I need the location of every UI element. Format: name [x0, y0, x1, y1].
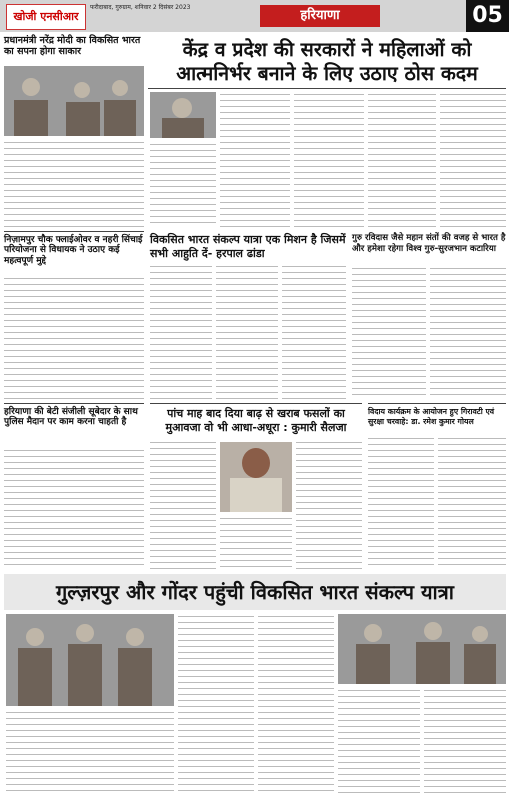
body-text-main-col5	[440, 92, 506, 228]
body-text-gulzarpur-col5	[424, 688, 506, 796]
page-number: 05	[466, 0, 509, 32]
body-text-pm-modi	[4, 140, 144, 228]
body-text-main-col4	[368, 92, 436, 228]
body-text-gulzarpur-col1	[6, 710, 174, 796]
body-text-viksit-col1	[150, 264, 212, 400]
section-label: हरियाणा	[260, 5, 380, 27]
headline-main-women	[148, 38, 506, 86]
photo-gulzarpur-yatra	[6, 614, 174, 706]
body-text-haryana-daughter	[4, 448, 144, 570]
headline-nizampur: निज़ामपुर चौक फ्लाईओवर व नहरी सिंचाई परियोजना से विधायक ने उठाए कई महत्वपूर्ण मुद्दे	[4, 235, 143, 266]
body-text-ravidas-col2	[430, 266, 506, 400]
body-text-gulzarpur-col4	[338, 688, 420, 796]
body-text-vidyalaya-col1	[368, 436, 434, 570]
divider	[148, 88, 506, 89]
divider	[368, 403, 506, 404]
divider	[150, 403, 362, 404]
body-text-main-col2	[220, 92, 290, 228]
divider	[4, 231, 144, 232]
headline-pm-modi: प्रधानमंत्री नरेंद्र मोदी का विकसित भारत का सपना होगा साकार	[4, 35, 141, 57]
headline-selja: पांच माह बाद दिया बाढ़ से खराब फसलों का मुआवजा वो भी आधा-अधूरा : कुमारी सैलजा	[165, 407, 347, 434]
divider	[4, 403, 144, 404]
photo-main-speaker	[150, 92, 216, 138]
body-text-selja-col1	[150, 440, 216, 570]
headline-guru-ravidas: गुरु रविदास जैसे महान संतों की वजह से भारत है और हमेशा रहेगा विश्व गुरु-सुरजभान कटारिया	[352, 233, 506, 254]
body-text-main-col3	[294, 92, 364, 228]
body-text-viksit-col3	[282, 264, 346, 400]
headline-main-line2: आत्मनिर्भर बनाने के लिए उठाए ठोस कदम	[176, 62, 478, 85]
headline-main-line1: केंद्र व प्रदेश की सरकारों ने महिलाओं को	[182, 38, 472, 61]
headline-viksit-mission: विकसित भारत संकल्प यात्रा एक मिशन है जिसमें सभी आहुति दें- हरपाल ढांडा	[150, 233, 346, 260]
body-text-selja-col3	[296, 440, 362, 570]
dateline: फरीदाबाद, गुरुग्राम, शनिवार 2 दिसंबर 2023	[90, 4, 191, 11]
masthead-logo: खोजी एनसीआर	[6, 4, 86, 30]
body-text-gulzarpur-col2	[178, 614, 254, 796]
headline-gulzarpur: गुल्ज़रपुर और गोंदर पहुंची विकसित भारत संकल्प यात्रा	[56, 580, 454, 604]
photo-gonder-event	[338, 614, 506, 684]
photo-kumari-selja	[220, 442, 292, 512]
body-text-viksit-col2	[216, 264, 278, 400]
headline-haryana-daughter: हरियाणा की बेटी संजीली सूबेदार के साथ पुलिस मैदान पर काम करना चाहती है	[4, 407, 138, 428]
body-text-nizampur	[4, 276, 144, 400]
body-text-ravidas-col1	[352, 266, 426, 400]
body-text-main-col1	[150, 142, 216, 228]
body-text-selja-col2	[220, 516, 292, 570]
headline-vidyalaya: विदाय कार्यक्रम के आयोजन हुए गिरावटी एवं सुरक्षा चरवाहे: डा. रमेश कुमार गोयल	[368, 407, 495, 426]
body-text-vidyalaya-col2	[438, 436, 506, 570]
body-text-gulzarpur-col3	[258, 614, 334, 796]
photo-pm-event	[4, 66, 144, 136]
